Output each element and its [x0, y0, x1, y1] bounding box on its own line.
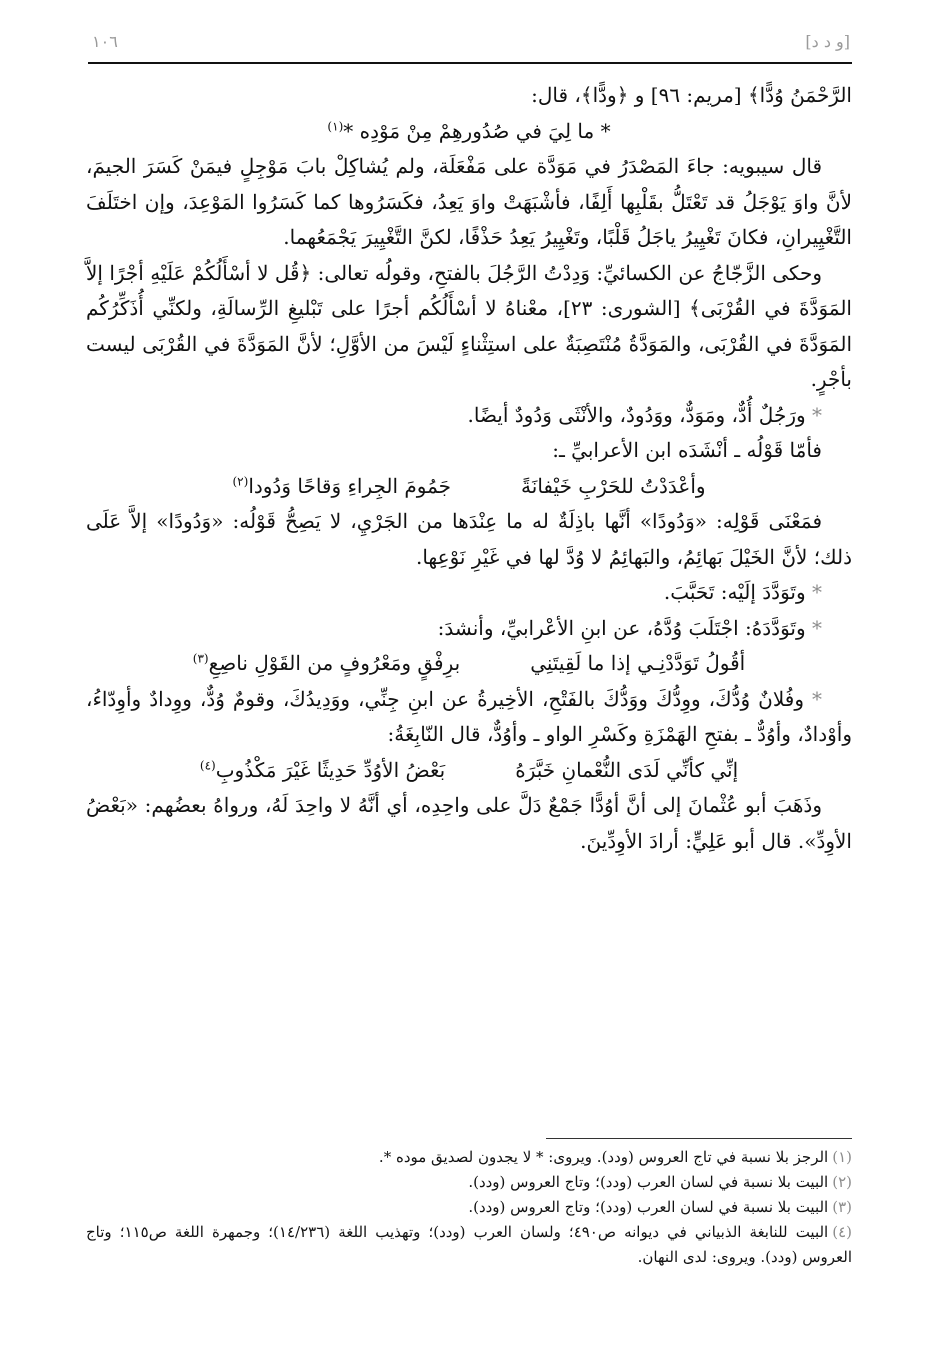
- paragraph-text: فأمّا قَوْلُه ـ أنْشَدَه ابن الأعرابيِّ ـ:: [552, 438, 822, 462]
- header-rule: [88, 62, 852, 64]
- verse-line: [86, 646, 852, 682]
- footnote-ref: (١): [327, 118, 344, 133]
- verse-second-hemistich: [232, 469, 451, 505]
- footnote: [86, 1220, 852, 1270]
- paragraph: [86, 504, 852, 575]
- paragraph-text: فمَعْنَى قَوْلِه: «وَدُودًا» أنَّها باذِلَةٌ له ما عِنْدَها من الجَرْيِ، لا يَصِحُّ قَوْلُه: «وَدُودًا» إلاَّ عَلَى ذلك؛ لأنَّ الخَيْلَ بَهائِمُ، والبَهائِمُ لا وُدَّ لها في غَيْرِ نَوْعِها.: [86, 509, 852, 569]
- entry-paragraph: [86, 611, 852, 647]
- footnote-number: (٣): [832, 1198, 852, 1216]
- paragraph-text: الرَّحْمَنُ وُدًّا﴾ [مريم: ٩٦] و ﴿ودًّا﴾، قال:: [531, 83, 852, 107]
- verse-first-hemistich: أقُولُ تَوَدَّدْنِـي إذا ما لَقِيتَنِي: [530, 651, 746, 675]
- quoted-line-text: * ما لِيَ في صُدُورهِمْ مِنْ مَوْدِه *: [343, 118, 611, 143]
- verse-second-hemistich: [200, 753, 445, 789]
- entry-marker: *: [812, 686, 823, 711]
- main-text: [86, 78, 852, 859]
- entry-paragraph: [86, 682, 852, 753]
- paragraph: [86, 149, 852, 256]
- footnote-number: (١): [832, 1148, 852, 1166]
- footnote: [86, 1170, 852, 1195]
- paragraph-text: ورَجُلٌ أُدٌّ، ومَوَدٌّ، ووَدُودٌ، والأنْثَى وَدُودٌ أيضًا.: [467, 402, 806, 427]
- verse-text: برِفْقٍ ومَعْرُوفٍ من القَوْلِ ناصِعِ: [208, 651, 461, 675]
- footnote: [86, 1145, 852, 1170]
- footnote-text: الرجز بلا نسبة في تاج العروس (ودد). ويروى: * لا يجدون لصديق موده *.: [378, 1148, 829, 1166]
- page-header: [92, 28, 850, 62]
- root-tag: [و د د]: [805, 32, 850, 51]
- verse-line: [86, 469, 852, 505]
- entry-paragraph: [86, 575, 852, 611]
- verse-first-hemistich: إنِّي كأنِّي لَدَى النُّعْمانِ خَبَّرَهُ: [515, 757, 739, 782]
- footnotes: [86, 1138, 852, 1270]
- footnote-text: البيت بلا نسبة في لسان العرب (ودد)؛ وتاج العروس (ودد).: [468, 1198, 829, 1216]
- verse-second-hemistich: [193, 646, 460, 682]
- paragraph-text: وفُلانٌ وُدُّكَ، ووِدُّكَ ووَدُّكَ بالفَتْحِ، الأخِيرةُ عن ابنِ جِنِّي، ووَدِيدُكَ، وقومٌ وُدٌّ، ووِدادٌ وأوِدّاءُ، وأوْدادٌ، وأوُدٌّ ـ بفتحِ الهَمْزَةِ وكَسْرِ الواو ـ وأوُدٌّ، قال النّابِغَةُ:: [86, 686, 852, 746]
- footnote-ref: (٢): [232, 473, 249, 488]
- paragraph-text: وتَوَدَّدَ إلَيْه: تَحَبَّبَ.: [663, 580, 806, 604]
- page-number: ١٠٦: [92, 32, 118, 51]
- footnote-number: (٤): [832, 1223, 852, 1241]
- verse-first-hemistich: وأعْدَدْتُ للحَرْبِ خَيْفانَةً: [521, 473, 706, 498]
- verse-line: [86, 753, 852, 789]
- paragraph-text: وتَوَدَّدَهُ: اجْتَلَبَ وُدَّهُ، عن ابنِ الأعْرابيِّ، وأنشدَ:: [437, 615, 806, 640]
- paragraph-text: قال سيبويه: جاءَ المَصْدَرُ في مَوَدَّة على مَفْعَلَة، ولم يُشاكِلْ بابَ مَوْجِلٍ فيمَنْ كَسَرَ الجيمَ، لأنَّ واوَ يَوْجَلُ قد تَعْتَلُّ بقَلْبِها أَلِفًا، فأشْبَهَتْ واوَ يَعِدُ، فكَسَرُوها كما كَسَرُوا المَوْعِدَ، وإن اختَلَفَ التَّغْيِيرانِ، فكانَ تَغْيِيرُ ياجَلُ قَلْبًا، وتَغْيِيرُ يَعِدُ حَذْفًا، لكنَّ التَّغْيِيرَ يَجْمَعُهما.: [86, 154, 852, 249]
- entry-paragraph: [86, 398, 852, 434]
- paragraph-text: وذَهَبَ أبو عُثْمانَ إلى أنَّ أوُدًّا جَمْعٌ دَلَّ على واحِدِه، أي أنَّهُ لا واحِدَ لَهُ، ورواهُ بعضُهم: «بَعْضُ الأوِدِّ». قال أبو عَلِيٍّ: أرادَ الأوِدِّينَ.: [86, 793, 852, 853]
- paragraph-text: وحكى الزَّجّاجُ عن الكسائيِّ: وَدِدْتُ الرَّجُلَ بالفتحِ، وقولُه تعالى: ﴿قُل لا أسْأَلُكُمْ عَلَيْهِ أجْرًا إلاَّ المَوَدَّةَ في القُرْبَى﴾ [الشورى: ٢٣]، معْناهُ لا أسْأَلُكُم أجرًا على تَبْليغِ الرِّسالَةِ، ولكنِّي أُذَكِّرُكُم المَوَدَّةَ في القُرْبَى، والمَوَدَّةُ مُنْتَصِبَةٌ على استِثْناءٍ لَيْسَ من الأوَّلِ؛ لأنَّ المَوَدَّةَ في القُرْبَى ليست بأجْرٍ.: [86, 260, 853, 391]
- footnote: [86, 1195, 852, 1220]
- entry-marker: *: [812, 580, 822, 604]
- footnote-number: (٢): [832, 1173, 852, 1191]
- entry-marker: *: [812, 402, 822, 427]
- footnote-rule: [546, 1138, 852, 1139]
- quoted-line: [86, 114, 852, 150]
- paragraph: [86, 433, 852, 469]
- footnote-text: البيت بلا نسبة في لسان العرب (ودد)؛ وتاج العروس (ودد).: [468, 1173, 829, 1191]
- footnote-text: البيت للنابغة الذبياني في ديوانه ص٤٩٠؛ ولسان العرب (ودد)؛ وتهذيب اللغة (١٤/٢٣٦)؛ وجمهرة اللغة ص١١٥؛ وتاج العروس (ودد). ويروى: لدى النهان.: [86, 1223, 852, 1266]
- verse-text: بَعْضُ الأوُدِّ حَدِيثًا غَيْرَ مَكْذُوبِ: [215, 757, 446, 782]
- entry-marker: *: [812, 615, 822, 640]
- paragraph: [86, 78, 852, 114]
- paragraph: [86, 256, 852, 398]
- paragraph: [86, 788, 852, 859]
- footnote-ref: (٤): [199, 757, 216, 772]
- verse-text: جَمُومَ الجِراءِ وَقاحًا وَدُودا: [248, 473, 452, 498]
- footnote-ref: (٣): [192, 651, 209, 666]
